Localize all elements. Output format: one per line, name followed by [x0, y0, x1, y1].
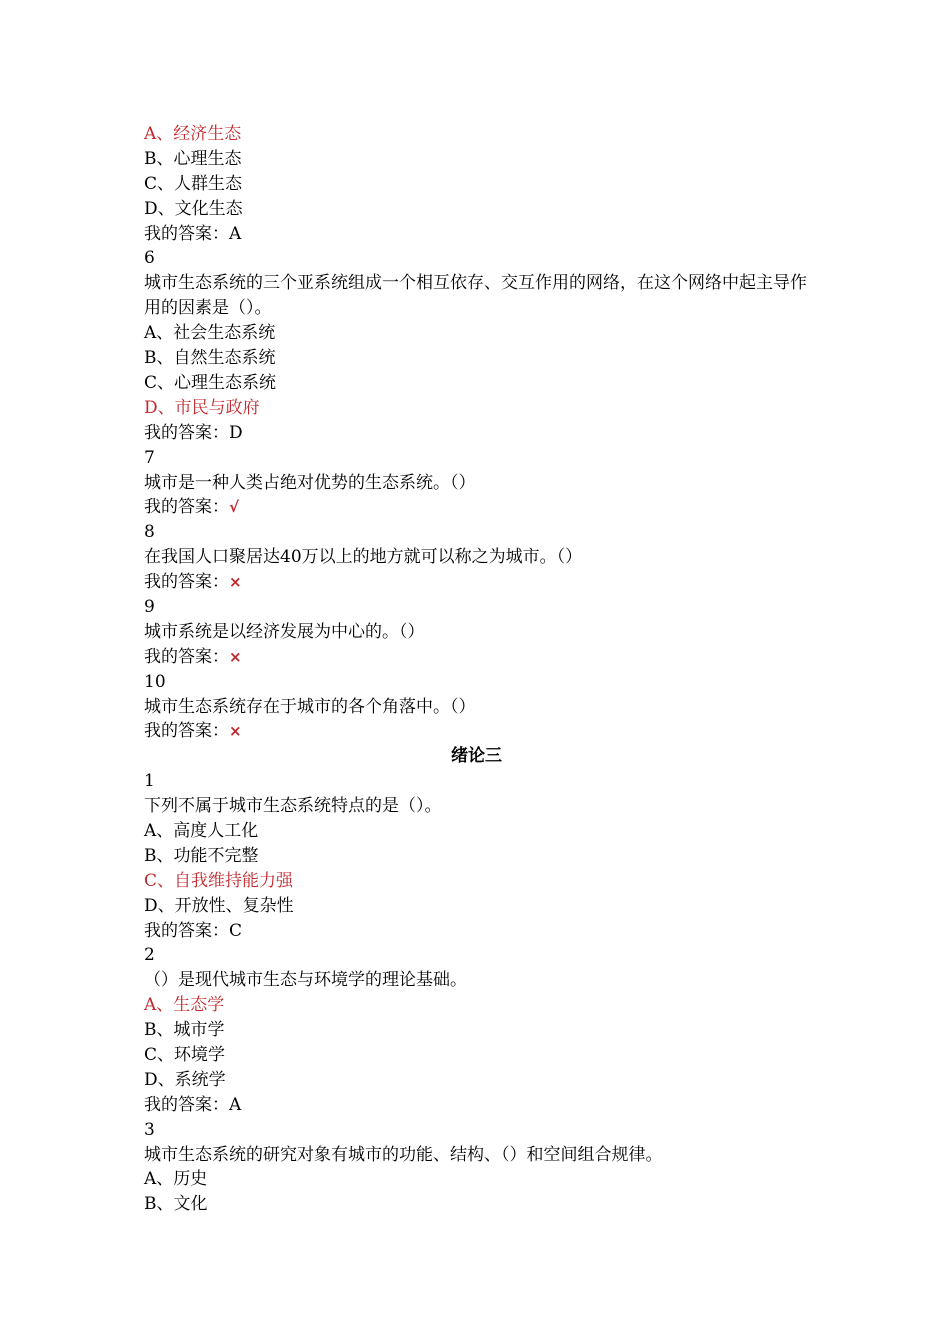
q9-question: 城市系统是以经济发展为中心的。（） [144, 621, 425, 642]
cross-mark-icon: × [229, 647, 242, 666]
q5-my-answer [144, 222, 809, 247]
q10-number: 10 [144, 671, 166, 692]
q5-option-c: C、人群生态 [144, 173, 243, 194]
q6-my-answer [144, 421, 809, 446]
s3q3-option-b: B、文化 [144, 1194, 208, 1215]
answer-label: 我的答案： [144, 497, 229, 518]
s3q3-option-a: A、历史 [144, 1169, 208, 1190]
s3q2-option-d: D、系统学 [144, 1069, 226, 1090]
q7-question: 城市是一种人类占绝对优势的生态系统。（） [144, 472, 476, 493]
q10-question: 城市生态系统存在于城市的各个角落中。（） [144, 696, 476, 717]
q6-option-c: C、心理生态系统 [144, 372, 277, 393]
q8-question: 在我国人口聚居达40万以上的地方就可以称之为城市。（） [144, 547, 583, 568]
answer-label: 我的答案： [144, 422, 229, 443]
check-mark-icon: √ [229, 498, 240, 517]
q6-option-d: D、市民与政府 [144, 397, 260, 418]
q9-my-answer [144, 645, 809, 670]
answer-label: 我的答案： [144, 223, 229, 244]
q10-my-answer [144, 719, 809, 744]
answer-label: 我的答案： [144, 646, 229, 667]
s3q2-my-answer [144, 1093, 809, 1118]
q6-option-b: B、自然生态系统 [144, 348, 276, 369]
s3q1-option-b: B、功能不完整 [144, 845, 259, 866]
s3q2-option-b: B、城市学 [144, 1020, 225, 1041]
s3q1-number: 1 [144, 771, 155, 792]
q5-option-d: D、文化生态 [144, 198, 243, 219]
document-content [144, 122, 809, 1217]
answer-value: D [229, 422, 243, 443]
answer-value: A [229, 1094, 242, 1115]
s3q3-question: 城市生态系统的研究对象有城市的功能、结构、（）和空间组合规律。 [144, 1144, 663, 1165]
q6-option-a: A、社会生态系统 [144, 323, 276, 344]
q8-my-answer [144, 570, 809, 595]
q6-number: 6 [144, 248, 155, 269]
s3q1-my-answer [144, 919, 809, 944]
cross-mark-icon: × [229, 722, 242, 741]
s3q2-option-a: A、生态学 [144, 995, 225, 1016]
answer-label: 我的答案： [144, 721, 229, 742]
q9-number: 9 [144, 596, 155, 617]
s3q2-option-c: C、环境学 [144, 1044, 226, 1065]
q8-number: 8 [144, 522, 155, 543]
s3q1-question: 下列不属于城市生态系统特点的是（）。 [144, 796, 442, 817]
q7-number: 7 [144, 447, 155, 468]
q6-question: 城市生态系统的三个亚系统组成一个相互依存、交互作用的网络，在这个网络中起主导作用的因素是（）。 [144, 273, 807, 319]
answer-label: 我的答案： [144, 572, 229, 593]
q5-option-b: B、心理生态 [144, 148, 242, 169]
s3q1-option-c: C、自我维持能力强 [144, 870, 294, 891]
s3q3-number: 3 [144, 1119, 155, 1140]
q7-my-answer [144, 495, 809, 520]
answer-value: C [229, 920, 243, 941]
cross-mark-icon: × [229, 573, 242, 592]
s3q2-question: （）是现代城市生态与环境学的理论基础。 [144, 970, 467, 991]
answer-label: 我的答案： [144, 920, 229, 941]
section-title: 绪论三 [451, 746, 502, 767]
s3q2-number: 2 [144, 945, 155, 966]
s3q1-option-a: A、高度人工化 [144, 820, 259, 841]
s3q1-option-d: D、开放性、复杂性 [144, 895, 294, 916]
answer-value: A [229, 223, 242, 244]
q5-option-a: A、经济生态 [144, 124, 242, 144]
answer-label: 我的答案： [144, 1094, 229, 1115]
